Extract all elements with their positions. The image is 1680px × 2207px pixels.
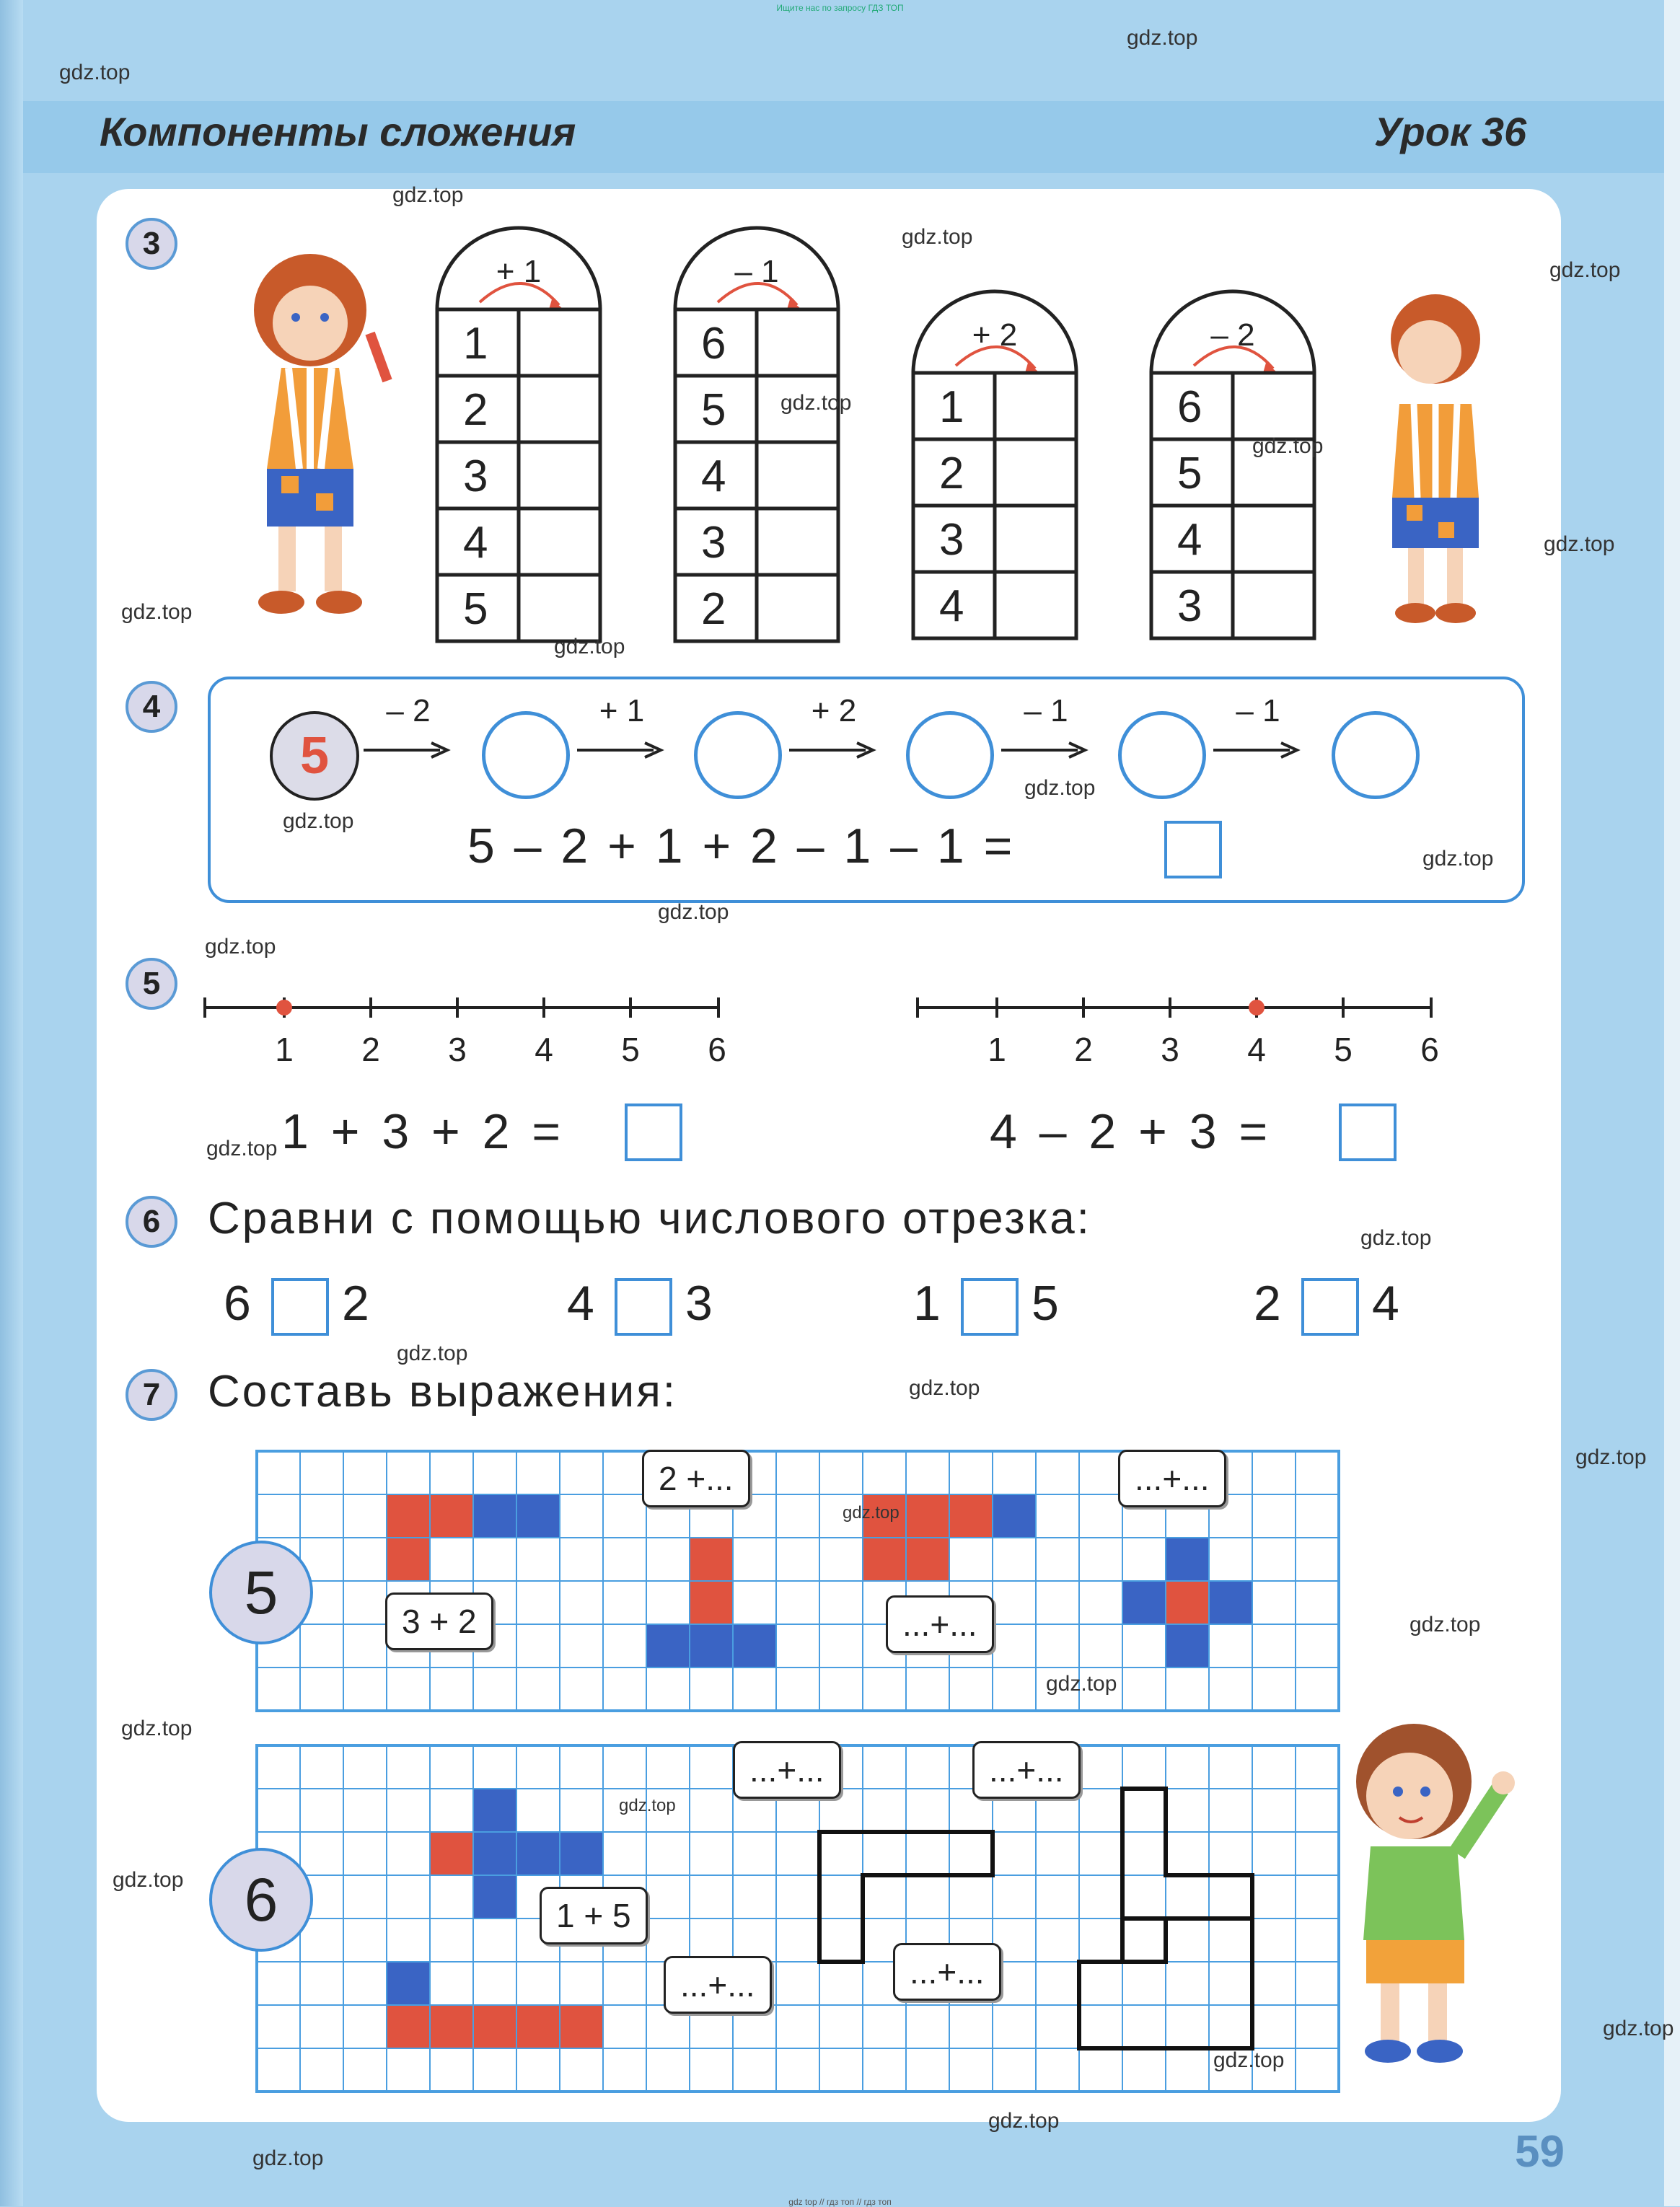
figure-cell — [516, 1832, 560, 1875]
task-7-number: 7 — [126, 1369, 177, 1421]
compare-right: 4 — [1372, 1276, 1399, 1331]
figure-cell — [560, 1832, 603, 1875]
answer-cell[interactable] — [519, 442, 600, 508]
operation-label: + 1 — [599, 693, 645, 728]
figure-cell — [387, 1494, 430, 1538]
arrow-icon — [786, 692, 877, 765]
figure-cell — [949, 1494, 993, 1538]
arrow-icon — [574, 692, 665, 765]
watermark: gdz.top — [1252, 434, 1324, 458]
answer-circle[interactable] — [906, 711, 994, 799]
expression-label[interactable]: ...+... — [893, 1943, 1001, 2001]
watermark: gdz.top — [206, 1137, 278, 1160]
arch-value: 5 — [463, 584, 488, 634]
tick-label: 6 — [708, 1031, 726, 1068]
task-6-instruction: Сравни с помощью числового отрезка: — [208, 1194, 1091, 1243]
arch-value: 3 — [701, 518, 726, 568]
arch-operation: + 1 — [496, 254, 542, 289]
compare-left: 4 — [567, 1276, 594, 1331]
arrow-icon — [361, 692, 452, 765]
figure-cell — [473, 1875, 516, 1919]
tick-label: 3 — [1161, 1031, 1179, 1068]
arrow-icon — [1210, 692, 1301, 765]
task-7-instruction: Составь выражения: — [208, 1367, 677, 1417]
book-spine — [0, 0, 23, 2206]
arch-value: 5 — [701, 385, 726, 435]
expression-label[interactable]: 2 +... — [642, 1450, 750, 1507]
compare-left: 2 — [1254, 1276, 1281, 1331]
compare-box[interactable] — [1301, 1278, 1359, 1336]
figure-cell — [1166, 1538, 1209, 1581]
grid-figures — [209, 1442, 1493, 2106]
answer-circle[interactable] — [1332, 711, 1420, 799]
tick-label: 5 — [1334, 1031, 1353, 1068]
task-3-number: 3 — [126, 218, 177, 270]
figure-cell — [646, 1624, 690, 1668]
watermark: gdz.top — [1603, 2017, 1674, 2040]
marked-point — [1249, 1000, 1265, 1016]
watermark: gdz.top — [121, 600, 193, 624]
expression-label[interactable]: ...+... — [733, 1741, 841, 1799]
answer-cell[interactable] — [1233, 572, 1314, 638]
number-lines — [195, 992, 1450, 1071]
answer-cell[interactable] — [519, 309, 600, 376]
figure-cell — [560, 2005, 603, 2048]
arch-value: 2 — [701, 584, 726, 634]
operation-label: – 1 — [1024, 693, 1068, 728]
figure-cell — [430, 1832, 473, 1875]
figure-cell — [387, 1962, 430, 2005]
operation-label: – 1 — [1236, 693, 1280, 728]
watermark: gdz.top — [1360, 1226, 1432, 1250]
watermark: gdz.top — [121, 1717, 193, 1740]
arch-value: 6 — [1177, 382, 1202, 432]
answer-circle[interactable] — [482, 711, 570, 799]
figure-cell — [516, 1494, 560, 1538]
figure-cell — [387, 2005, 430, 2048]
tick-label: 4 — [1247, 1031, 1266, 1068]
start-circle: 5 — [270, 711, 359, 801]
operation-label: – 2 — [386, 693, 431, 728]
arch-value: 2 — [463, 385, 488, 435]
answer-cell[interactable] — [995, 373, 1076, 439]
boy-illustration-bottom — [1320, 1702, 1522, 2077]
compare-left: 6 — [224, 1276, 251, 1331]
compare-box[interactable] — [615, 1278, 672, 1336]
answer-circle[interactable] — [1118, 711, 1206, 799]
answer-cell[interactable] — [757, 442, 838, 508]
watermark: gdz.top — [397, 1342, 468, 1365]
figure-cell — [1209, 1581, 1252, 1624]
watermark: gdz.top — [1549, 258, 1621, 282]
figure-cell — [906, 1538, 949, 1581]
arch-value: 2 — [939, 449, 964, 498]
page-title: Компоненты сложения — [100, 109, 576, 154]
task-4-number: 4 — [126, 681, 177, 733]
target-number-5: 5 — [209, 1541, 313, 1644]
answer-box[interactable] — [1339, 1104, 1397, 1161]
arrow-icon — [998, 692, 1089, 765]
compare-left: 1 — [913, 1276, 941, 1331]
task-5-expression-left: 1 + 3 + 2 = — [281, 1104, 566, 1159]
watermark: gdz.top — [619, 1796, 676, 1815]
answer-cell[interactable] — [995, 439, 1076, 506]
figure-cell — [906, 1494, 949, 1538]
tick-label: 1 — [275, 1031, 294, 1068]
watermark: gdz.top — [780, 391, 852, 415]
figure-cell — [387, 1538, 430, 1581]
arch-value: 4 — [1177, 515, 1202, 565]
watermark: gdz.top — [1046, 1672, 1117, 1696]
compare-box[interactable] — [271, 1278, 329, 1336]
figure-cell — [473, 1494, 516, 1538]
page-number: 59 — [1515, 2127, 1565, 2177]
figure-cell — [690, 1624, 733, 1668]
watermark: gdz.top — [658, 900, 729, 924]
expression-label[interactable]: 3 + 2 — [385, 1593, 493, 1650]
expression-label[interactable]: ...+... — [886, 1595, 994, 1653]
arch-value: 5 — [1177, 449, 1202, 498]
boy-illustration-left — [209, 238, 411, 627]
answer-cell[interactable] — [519, 376, 600, 442]
answer-cell[interactable] — [519, 575, 600, 641]
answer-cell[interactable] — [757, 575, 838, 641]
tick-label: 2 — [1074, 1031, 1093, 1068]
lesson-label: Урок 36 — [1374, 109, 1527, 154]
arch-operation: + 2 — [972, 317, 1018, 353]
watermark: gdz.top — [554, 635, 625, 658]
figure-cell — [690, 1538, 733, 1581]
answer-box[interactable] — [625, 1104, 682, 1161]
boy-illustration-right — [1363, 281, 1508, 627]
watermark: gdz.top — [392, 183, 464, 207]
watermark: gdz.top — [843, 1503, 900, 1523]
arch-value: 4 — [701, 451, 726, 501]
compare-right: 2 — [342, 1276, 369, 1331]
arch-value: 6 — [701, 319, 726, 369]
answer-cell[interactable] — [519, 508, 600, 575]
task-5-expression-right: 4 – 2 + 3 = — [990, 1104, 1272, 1159]
figure-cell — [733, 1624, 776, 1668]
watermark: gdz.top — [1127, 26, 1198, 50]
arch-value: 1 — [939, 382, 964, 432]
figure-cell — [473, 1832, 516, 1875]
answer-cell[interactable] — [1233, 506, 1314, 572]
answer-cell[interactable] — [757, 309, 838, 376]
arch-table — [910, 288, 1088, 736]
task-6-number: 6 — [126, 1196, 177, 1248]
watermark: gdz.top — [205, 935, 276, 959]
arch-value: 4 — [939, 581, 964, 631]
watermark: gdz.top — [1213, 2048, 1285, 2072]
answer-circle[interactable] — [694, 711, 782, 799]
expression-label[interactable]: ...+... — [1118, 1450, 1226, 1507]
arch-operation: – 2 — [1210, 317, 1255, 353]
operation-label: + 2 — [811, 693, 857, 728]
arch-table — [672, 225, 850, 672]
watermark: gdz.top — [909, 1376, 980, 1400]
watermark: gdz.top — [252, 2146, 324, 2170]
watermark: gdz.top — [902, 225, 973, 249]
figure-cell — [516, 2005, 560, 2048]
figure-cell — [1166, 1624, 1209, 1668]
watermark: gdz.top — [1409, 1613, 1481, 1636]
tick-label: 5 — [621, 1031, 640, 1068]
tick-label: 2 — [361, 1031, 380, 1068]
figure-cell — [690, 1581, 733, 1624]
compare-box[interactable] — [961, 1278, 1019, 1336]
answer-cell[interactable] — [1233, 373, 1314, 439]
task-4-expression: 5 – 2 + 1 + 2 – 1 – 1 = — [467, 819, 1016, 873]
figure-cell — [473, 1789, 516, 1832]
figure-cell — [430, 1494, 473, 1538]
compare-right: 5 — [1032, 1276, 1059, 1331]
figure-cell — [430, 2005, 473, 2048]
arch-value: 3 — [939, 515, 964, 565]
watermark: gdz.top — [283, 809, 354, 833]
watermark: gdz.top — [1024, 776, 1096, 800]
answer-cell[interactable] — [757, 508, 838, 575]
answer-cell[interactable] — [995, 572, 1076, 638]
figure-cell — [993, 1494, 1036, 1538]
arch-operation: – 1 — [734, 254, 779, 289]
arch-value: 3 — [463, 451, 488, 501]
tick-label: 4 — [535, 1031, 553, 1068]
arch-table — [434, 225, 612, 672]
expression-label[interactable]: ...+... — [664, 1956, 772, 2014]
figure-cell — [473, 2005, 516, 2048]
watermark: gdz.top — [59, 61, 131, 84]
marked-point — [276, 1000, 292, 1016]
figure-cell — [1166, 1581, 1209, 1624]
top-note: Ищите нас по запросу ГДЗ ТОП — [776, 3, 904, 13]
target-number-6: 6 — [209, 1848, 313, 1952]
watermark: gdz.top — [988, 2109, 1060, 2133]
compare-right: 3 — [685, 1276, 713, 1331]
watermark: gdz.top — [113, 1868, 184, 1892]
arch-value: 1 — [463, 319, 488, 369]
answer-box[interactable] — [1164, 821, 1222, 878]
tick-label: 6 — [1420, 1031, 1439, 1068]
bottom-note: gdz top // гдз топ // гдз топ — [788, 2197, 892, 2207]
task-5-number: 5 — [126, 958, 177, 1010]
expression-label[interactable]: 1 + 5 — [540, 1887, 648, 1944]
tick-label: 1 — [988, 1031, 1006, 1068]
page-edge — [1664, 0, 1680, 2206]
figure-cell — [1122, 1581, 1166, 1624]
arch-value: 4 — [463, 518, 488, 568]
watermark: gdz.top — [1575, 1445, 1647, 1469]
expression-label[interactable]: ...+... — [972, 1741, 1081, 1799]
watermark: gdz.top — [1422, 847, 1494, 871]
answer-cell[interactable] — [995, 506, 1076, 572]
arch-value: 3 — [1177, 581, 1202, 631]
watermark: gdz.top — [1544, 532, 1615, 556]
figure-cell — [863, 1538, 906, 1581]
tick-label: 3 — [448, 1031, 467, 1068]
arch-table — [1148, 288, 1326, 736]
